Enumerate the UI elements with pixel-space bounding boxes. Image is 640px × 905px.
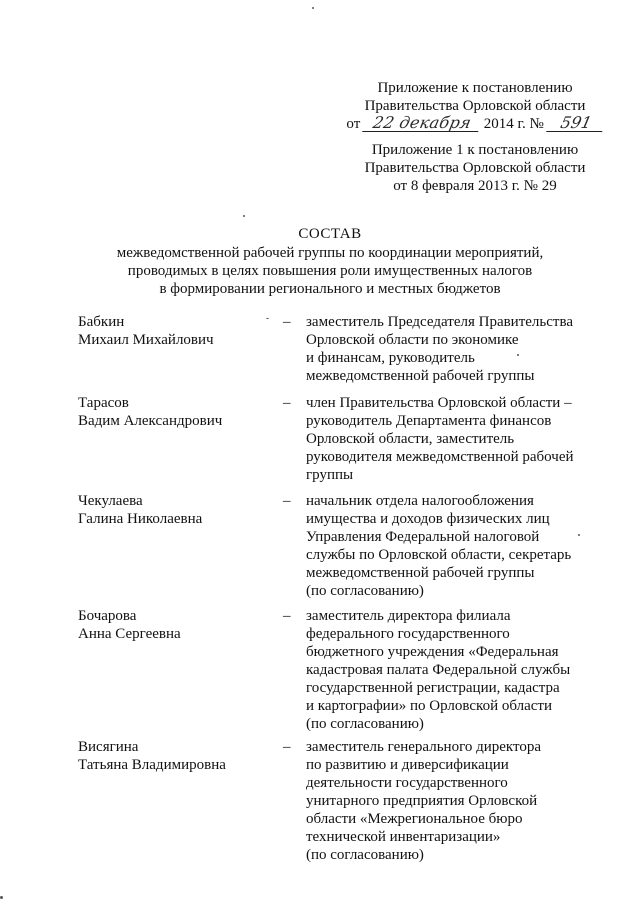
handwritten-number: 591	[546, 115, 606, 132]
role-line: по развитию и диверсификации	[306, 757, 509, 773]
member-name	[78, 394, 268, 430]
role-line: начальник отдела налогообложения	[306, 493, 534, 509]
attachment-line-2: Правительства Орловской области	[364, 98, 586, 114]
role-line: Управления Федеральной налоговой	[306, 529, 540, 545]
role-line: межведомственной рабочей группы	[306, 368, 535, 384]
title-line-2: проводимых в целях повышения роли имущественных налогов	[127, 263, 533, 279]
role-line: (по согласованию)	[306, 847, 424, 863]
role-line: и финансам, руководитель	[306, 350, 475, 366]
appendix-line-3: от 8 февраля 2013 г. № 29	[393, 178, 557, 194]
scan-speck	[578, 534, 580, 536]
role-line: руководителя межведомственной рабочей	[306, 449, 574, 465]
member-given-name: Вадим Александрович	[78, 413, 223, 429]
appendix-header	[340, 141, 610, 195]
scan-speck	[312, 7, 314, 9]
role-line: унитарного предприятия Орловской	[306, 793, 538, 809]
member-role	[306, 492, 606, 600]
role-line: службы по Орловской области, секретарь	[306, 547, 572, 563]
member-dash: –	[283, 739, 291, 755]
member-given-name: Анна Сергеевна	[78, 626, 181, 642]
role-line: заместитель Председателя Правительства	[306, 314, 574, 330]
scan-speck	[266, 318, 269, 319]
handwritten-date: 22 декабря	[362, 115, 482, 132]
member-role	[306, 394, 606, 484]
appendix-line-2: Правительства Орловской области	[364, 160, 586, 176]
member-entry	[78, 313, 608, 385]
scan-speck	[517, 354, 519, 356]
title-main: СОСТАВ	[298, 226, 362, 242]
decree-prefix: от	[346, 116, 361, 132]
scan-speck	[243, 215, 245, 217]
role-line: член Правительства Орловской области –	[306, 395, 572, 411]
role-line: кадастровая палата Федеральной службы	[306, 662, 571, 678]
member-given-name: Михаил Михайлович	[78, 332, 214, 348]
member-entry	[78, 738, 608, 864]
role-line: Орловской области по экономике	[306, 332, 519, 348]
member-surname: Тарасов	[78, 395, 129, 411]
member-role	[306, 738, 606, 864]
role-line: заместитель генерального директора	[306, 739, 542, 755]
decree-line	[340, 115, 610, 133]
role-line: технической инвентаризации»	[306, 829, 501, 845]
member-name	[78, 492, 268, 528]
role-line: государственной регистрации, кадастра	[306, 680, 560, 696]
role-line: федерального государственного	[306, 626, 510, 642]
member-entry	[78, 394, 608, 484]
member-name	[78, 313, 268, 349]
role-line: межведомственной рабочей группы	[306, 565, 535, 581]
member-entry	[78, 607, 608, 733]
member-surname: Висягина	[78, 739, 139, 755]
decree-year: 2014 г. №	[483, 116, 544, 132]
document-title	[100, 225, 560, 298]
role-line: деятельности государственного	[306, 775, 508, 791]
role-line: бюджетного учреждения «Федеральная	[306, 644, 559, 660]
member-given-name: Татьяна Владимировна	[78, 757, 226, 773]
member-dash: –	[283, 314, 291, 330]
role-line: руководитель Департамента финансов	[306, 413, 552, 429]
member-surname: Бабкин	[78, 314, 125, 330]
member-dash: –	[283, 493, 291, 509]
member-surname: Чекулаева	[78, 493, 143, 509]
member-dash: –	[283, 608, 291, 624]
member-dash: –	[283, 395, 291, 411]
title-line-3: в формировании регионального и местных бюджетов	[159, 281, 501, 297]
role-line: (по согласованию)	[306, 583, 424, 599]
member-given-name: Галина Николаевна	[78, 511, 203, 527]
scan-speck	[0, 896, 3, 899]
role-line: группы	[306, 467, 354, 483]
role-line: заместитель директора филиала	[306, 608, 511, 624]
attachment-header	[340, 79, 610, 133]
role-line: (по согласованию)	[306, 716, 424, 732]
appendix-line-1: Приложение 1 к постановлению	[371, 142, 579, 158]
role-line: области «Межрегиональное бюро	[306, 811, 523, 827]
member-entry	[78, 492, 608, 600]
member-name	[78, 738, 268, 774]
member-role	[306, 607, 606, 733]
role-line: Орловской области, заместитель	[306, 431, 515, 447]
role-line: имущества и доходов физических лиц	[306, 511, 550, 527]
member-name	[78, 607, 268, 643]
role-line: и картографии» по Орловской области	[306, 698, 552, 714]
attachment-line-1: Приложение к постановлению	[377, 80, 573, 96]
member-role	[306, 313, 606, 385]
title-line-1: межведомственной рабочей группы по координации мероприятий,	[116, 245, 544, 261]
member-surname: Бочарова	[78, 608, 137, 624]
